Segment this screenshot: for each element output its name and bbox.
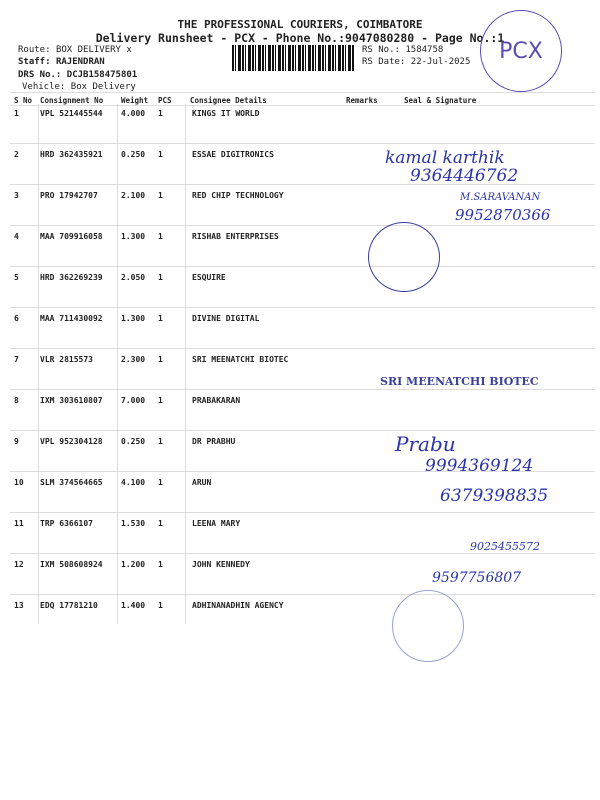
rs-date-value: 22-Jul-2025	[410, 57, 471, 67]
consignee-name: SRI MEENATCHI BIOTEC	[192, 355, 289, 364]
consignee-name: KINGS IT WORLD	[192, 109, 260, 118]
seal-row-4	[368, 222, 440, 292]
serial-number: 8	[14, 396, 19, 405]
pieces: 1	[158, 273, 163, 282]
signature-row-9-phone: 9994369124	[425, 456, 534, 476]
drs-label: DRS No.:	[18, 70, 62, 80]
consignment-number: HRD 362269239	[40, 273, 103, 282]
row-divider	[10, 266, 595, 267]
serial-number: 11	[14, 519, 24, 528]
consignee-name: LEENA MARY	[192, 519, 241, 528]
serial-number: 6	[14, 314, 19, 323]
consignment-number: IXM 508608924	[40, 560, 103, 569]
seal-row-13	[392, 590, 464, 662]
rs-no-value: 1584758	[405, 45, 444, 55]
vehicle-label: Vehicle:	[22, 82, 66, 92]
signature-row-3: M.SARAVANAN	[460, 192, 541, 203]
col-weight: Weight	[121, 96, 149, 105]
weight: 1.200	[121, 560, 146, 569]
table-row	[0, 601, 600, 642]
signature-row-11-phone: 9025455572	[470, 540, 540, 553]
consignment-number: SLM 374564665	[40, 478, 103, 487]
vehicle-value: Box Delivery	[70, 82, 136, 92]
pieces: 1	[158, 191, 163, 200]
weight: 2.100	[121, 191, 146, 200]
staff-label: Staff:	[18, 57, 51, 67]
rs-no-field	[362, 45, 443, 55]
signature-row-12-phone: 9597756807	[432, 570, 522, 586]
weight: 0.250	[121, 150, 146, 159]
row-divider	[10, 553, 595, 554]
serial-number: 2	[14, 150, 19, 159]
consignment-number: VPL 952304128	[40, 437, 103, 446]
serial-number: 3	[14, 191, 19, 200]
consignee-name: PRABAKARAN	[192, 396, 241, 405]
weight: 0.250	[121, 437, 146, 446]
col-consignment: Consignment No	[40, 96, 104, 105]
pieces: 1	[158, 150, 163, 159]
row-divider	[10, 307, 595, 308]
consignee-name: ADHINANADHIN AGENCY	[192, 601, 284, 610]
divider	[10, 105, 595, 106]
runsheet-subtitle: Delivery Runsheet - PCX - Phone No.:9047080280 - Page No.:1	[95, 31, 505, 45]
consignment-number: MAA 709916058	[40, 232, 103, 241]
pieces: 1	[158, 437, 163, 446]
weight: 1.530	[121, 519, 146, 528]
consignee-name: RED CHIP TECHNOLOGY	[192, 191, 284, 200]
consignment-number: HRD 362435921	[40, 150, 103, 159]
rs-no-label: RS No.:	[362, 45, 400, 55]
route-field	[18, 45, 132, 55]
barcode	[232, 45, 354, 71]
pieces: 1	[158, 601, 163, 610]
pieces: 1	[158, 109, 163, 118]
consignment-number: MAA 711430092	[40, 314, 103, 323]
pcx-stamp: PCX	[480, 10, 562, 92]
pieces: 1	[158, 560, 163, 569]
consignment-number: IXM 303610807	[40, 396, 103, 405]
consignee-name: JOHN KENNEDY	[192, 560, 250, 569]
drs-value: DCJB158475801	[66, 70, 138, 80]
consignment-number: VLR 2815573	[40, 355, 93, 364]
vehicle-field	[22, 82, 136, 92]
serial-number: 13	[14, 601, 24, 610]
pieces: 1	[158, 232, 163, 241]
signature-row-10-phone: 6379398835	[440, 486, 549, 506]
weight: 1.300	[121, 314, 146, 323]
row-divider	[10, 594, 595, 595]
pieces: 1	[158, 519, 163, 528]
weight: 2.050	[121, 273, 146, 282]
consignment-number: PRO 17942707	[40, 191, 98, 200]
row-divider	[10, 512, 595, 513]
serial-number: 7	[14, 355, 19, 364]
serial-number: 1	[14, 109, 19, 118]
row-divider	[10, 389, 595, 390]
signature-row-9: Prabu	[395, 432, 456, 456]
rs-date-field	[362, 57, 470, 67]
weight: 1.300	[121, 232, 146, 241]
weight: 4.100	[121, 478, 146, 487]
col-consignee: Consignee Details	[190, 96, 267, 105]
row-divider	[10, 143, 595, 144]
weight: 2.300	[121, 355, 146, 364]
pieces: 1	[158, 478, 163, 487]
col-pcs: PCS	[158, 96, 172, 105]
signature-row-2-phone: 9364446762	[410, 166, 519, 186]
consignee-name: DR PRABHU	[192, 437, 236, 446]
divider	[10, 92, 595, 93]
stamp-row-7: SRI MEENATCHI BIOTEC	[380, 375, 539, 388]
col-sno: S No	[14, 96, 33, 105]
serial-number: 9	[14, 437, 19, 446]
signature-row-3-phone: 9952870366	[455, 206, 551, 224]
pieces: 1	[158, 396, 163, 405]
consignment-number: EDQ 17781210	[40, 601, 98, 610]
pieces: 1	[158, 355, 163, 364]
staff-value: RAJENDRAN	[55, 57, 105, 67]
consignee-name: RISHAB ENTERPRISES	[192, 232, 279, 241]
serial-number: 10	[14, 478, 24, 487]
consignee-name: ARUN	[192, 478, 212, 487]
consignee-name: ESQUIRE	[192, 273, 226, 282]
pieces: 1	[158, 314, 163, 323]
rs-date-label: RS Date:	[362, 57, 406, 67]
consignee-name: ESSAE DIGITRONICS	[192, 150, 274, 159]
weight: 1.400	[121, 601, 146, 610]
staff-field	[18, 57, 105, 67]
weight: 4.000	[121, 109, 146, 118]
col-seal-signature: Seal & Signature	[404, 96, 477, 105]
route-value: BOX DELIVERY x	[55, 45, 132, 55]
row-divider	[10, 225, 595, 226]
row-divider	[10, 430, 595, 431]
weight: 7.000	[121, 396, 146, 405]
serial-number: 4	[14, 232, 19, 241]
serial-number: 5	[14, 273, 19, 282]
consignment-number: TRP 6366107	[40, 519, 93, 528]
serial-number: 12	[14, 560, 24, 569]
signature-row-2: kamal karthik	[385, 148, 505, 168]
consignment-number: VPL 521445544	[40, 109, 103, 118]
consignee-name: DIVINE DIGITAL	[192, 314, 260, 323]
drs-field	[18, 70, 137, 80]
route-label: Route:	[18, 45, 51, 55]
row-divider	[10, 348, 595, 349]
company-title: THE PROFESSIONAL COURIERS, COIMBATORE	[177, 18, 423, 31]
col-remarks: Remarks	[346, 96, 378, 105]
